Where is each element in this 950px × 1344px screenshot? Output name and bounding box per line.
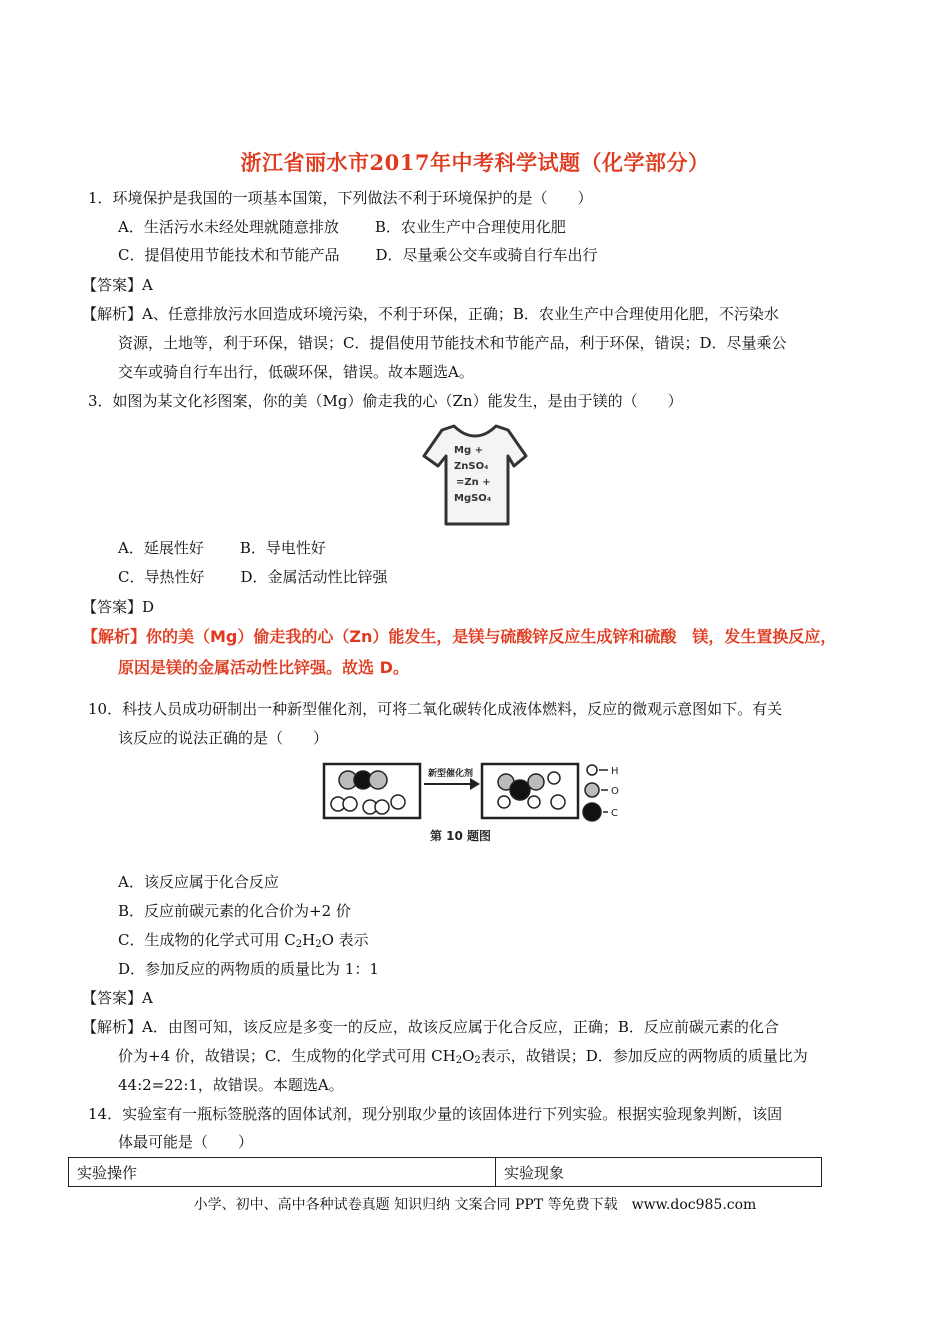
question-1-options-cd [118, 245, 598, 265]
question-1-stem: 1．环境保护是我国的一项基本国策，下列做法不利于环境保护的是（ ） [88, 189, 593, 207]
shirt-text-line-3: =Zn + [456, 477, 491, 488]
question-1-analysis-line-1: 【解析】A、任意排放污水回造成环境污染，不利于环保，正确；B．农业生产中合理使用化肥，不污染水 [82, 305, 779, 323]
question-10-analysis-line-1: 【解析】A．由图可知，该反应是多变一的反应，故该反应属于化合反应，正确；B．反应前碳元素的化合 [82, 1018, 779, 1036]
option-c: C．提倡使用节能技术和节能产品 [118, 246, 340, 264]
question-10-option-d: D．参加反应的两物质的质量比为 1：1 [118, 960, 379, 978]
shirt-text-line-2: ZnSO₄ [454, 461, 489, 472]
experiment-table [68, 1157, 822, 1187]
page-title: 浙江省丽水市2017年中考科学试题（化学部分） [240, 150, 710, 175]
shirt-text-line-4: MgSO₄ [454, 493, 492, 504]
question-10-option-a: A．该反应属于化合反应 [118, 873, 279, 891]
tshirt-figure [420, 420, 530, 532]
question-14-stem-line-1: 14．实验室有一瓶标签脱落的固体试剂，现分别取少量的该固体进行下列实验。根据实验现象判断，该固 [88, 1105, 783, 1123]
question-1-analysis-line-3: 交车或骑自行车出行，低碳环保，错误。故本题选A。 [118, 363, 474, 381]
question-1-analysis-line-2: 资源，土地等，利于环保，错误；C．提倡使用节能技术和节能产品，利于环保，错误；D．尽量乘公 [118, 334, 787, 352]
question-3-options-cd [118, 567, 388, 587]
option-a: A．延展性好 [118, 539, 204, 557]
question-3-analysis-line-1: 【解析】你的美（Mg）偷走我的心（Zn）能发生，是镁与硫酸锌反应生成锌和硫酸 镁，发生置换反应， [82, 627, 837, 646]
question-1-options-ab [118, 217, 566, 237]
question-10-option-c: C．生成物的化学式可用 $C_2H_2O$ 表示 [118, 931, 369, 950]
question-3-stem: 3．如图为某文化衫图案，你的美（Mg）偷走我的心（Zn）能发生，是由于镁的（ ） [88, 392, 683, 410]
legend-o: O [611, 786, 619, 797]
option-d: D．尽量乘公交车或骑自行车出行 [375, 246, 598, 264]
option-c: C．导热性好 [118, 568, 205, 586]
tshirt-icon [420, 420, 530, 528]
molecule-reaction-figure [320, 758, 630, 858]
question-3-answer: 【答案】D [82, 598, 155, 616]
option-a: A．生活污水未经处理就随意排放 [118, 218, 339, 236]
legend-h: H [611, 766, 619, 777]
question-10-stem-line-1: 10．科技人员成功研制出一种新型催化剂，可将二氧化碳转化成液体燃料，反应的微观示意图如下。有关 [88, 700, 783, 718]
question-10-answer: 【答案】A [82, 989, 153, 1007]
catalyst-label: 新型催化剂 [428, 769, 474, 779]
table-header-row [69, 1158, 822, 1187]
option-b: B．农业生产中合理使用化肥 [374, 218, 566, 236]
question-3-analysis-line-2: 原因是镁的金属活动性比锌强。故选 D。 [118, 658, 409, 677]
question-1-answer: 【答案】A [82, 276, 153, 294]
page-footer: 小学、初中、高中各种试卷真题 知识归纳 文案合同 PPT 等免费下载 www.doc985.com [193, 1197, 757, 1213]
question-3-options-ab [118, 538, 326, 558]
question-10-option-b: B．反应前碳元素的化合价为+2 价 [118, 902, 351, 920]
question-14-stem-line-2: 体最可能是（ ） [118, 1133, 254, 1151]
reaction-diagram [320, 758, 630, 862]
question-10-analysis-line-3: 44:2=22:1，故错误。本题选A。 [118, 1076, 344, 1094]
question-10-analysis-line-2: 价为+4 价，故错误；C．生成物的化学式可用 $CH_2O_2$表示，故错误；D．参加反应的两物质的质量比为 [118, 1047, 808, 1066]
legend-c: C [611, 808, 618, 819]
question-10-stem-line-2: 该反应的说法正确的是（ ） [118, 729, 329, 747]
table-header-phenomenon: 实验现象 [496, 1158, 822, 1187]
figure-caption: 第 10 题图 [430, 829, 492, 843]
table-header-operation: 实验操作 [69, 1158, 496, 1187]
option-b: B．导电性好 [239, 539, 326, 557]
option-d: D．金属活动性比锌强 [240, 568, 388, 586]
shirt-text-line-1: Mg + [454, 445, 483, 456]
